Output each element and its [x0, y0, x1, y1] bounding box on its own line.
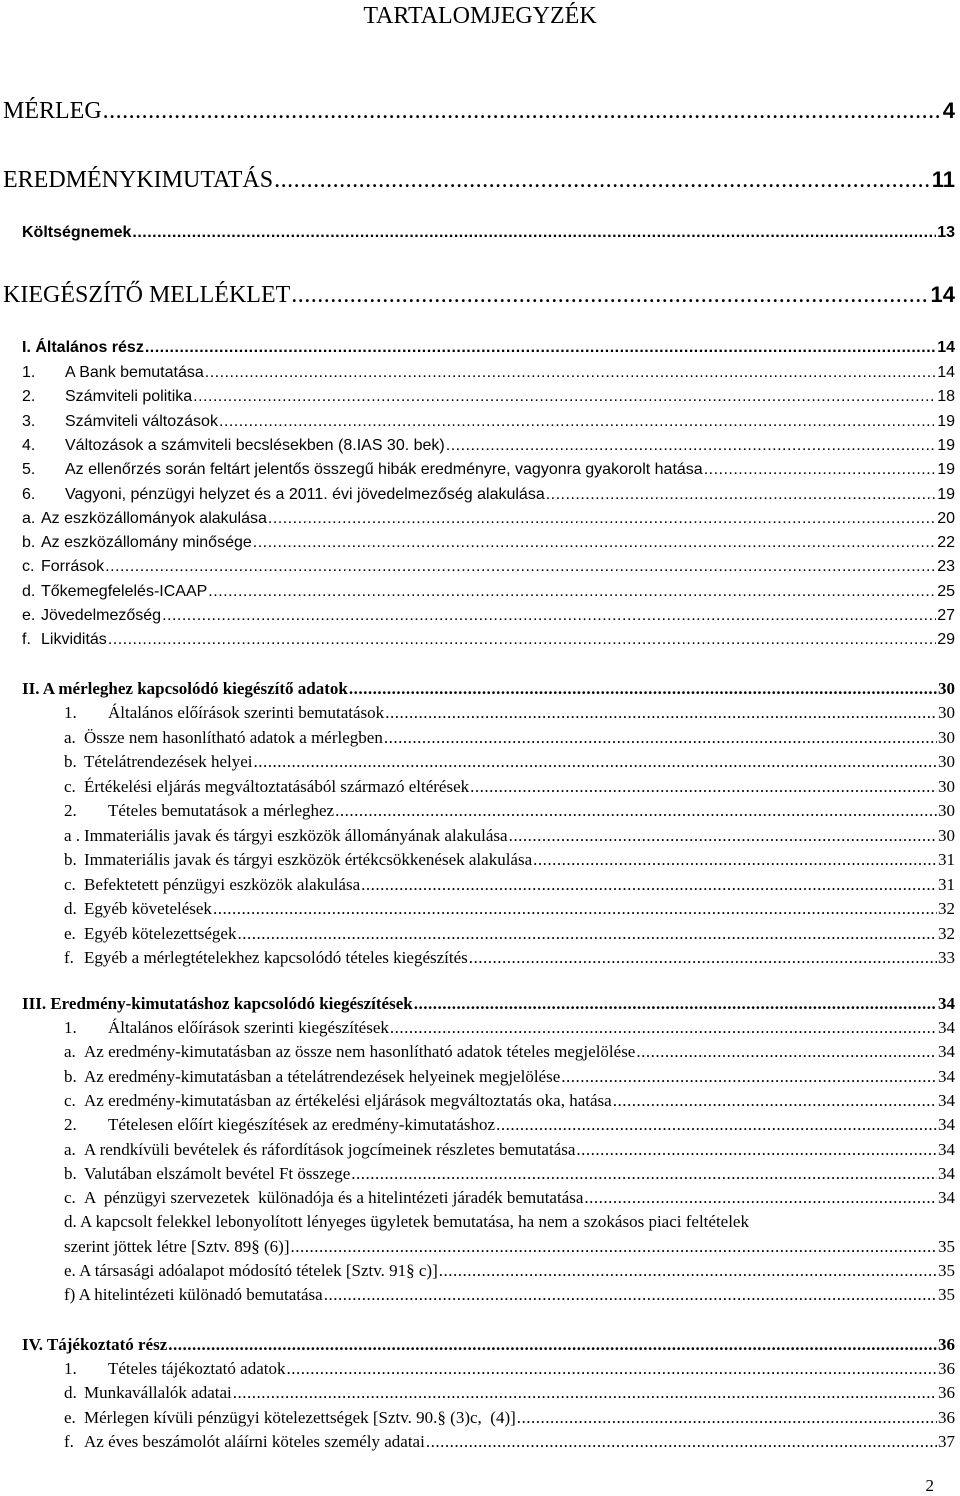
- dot-leader: [517, 1407, 937, 1428]
- dot-leader: [385, 702, 937, 723]
- dot-leader: [584, 1187, 937, 1208]
- toc-label: szerint jöttek létre [Sztv. 89§ (6)]: [64, 1237, 290, 1256]
- toc-entry-d-line2[interactable]: [64, 1236, 955, 1257]
- toc-page-number: 36: [938, 1359, 955, 1378]
- toc-entry-number: b.: [22, 534, 36, 552]
- toc-label: Általános előírások szerinti bemutatások: [108, 703, 385, 722]
- toc-label: EREDMÉNYKIMUTATÁS: [3, 167, 274, 193]
- toc-page-number: 31: [938, 874, 955, 894]
- toc-label: Változások a számviteli becslésekben (8.IAS 30. bek): [65, 436, 445, 454]
- toc-page-number: 34: [938, 1188, 955, 1208]
- dot-leader: [268, 509, 936, 529]
- toc-label: Az ellenőrzés során feltárt jelentős összegű hibák eredményre, vagyonra gyakorolt hatása: [65, 461, 703, 479]
- toc-page-number: 19: [937, 485, 955, 503]
- toc-label: Az eredmény-kimutatásban az össze nem hasonlítható adatok tételes megjelölése: [84, 1042, 636, 1062]
- toc-page-number: 30: [938, 752, 955, 771]
- toc-label: f) A hitelintézeti különadó bemutatása: [64, 1285, 323, 1304]
- toc-entry[interactable]: [64, 1163, 955, 1184]
- toc-entry[interactable]: [64, 727, 955, 748]
- toc-entry-number: f.: [64, 948, 74, 967]
- toc-entry-number: 5.: [22, 461, 36, 479]
- toc-entry-eredmenykimutatas[interactable]: [3, 166, 955, 194]
- toc-page-number: 34: [938, 1139, 955, 1159]
- dot-leader: [613, 1090, 937, 1111]
- toc-entry[interactable]: [64, 825, 955, 846]
- toc-label: MÉRLEG: [3, 98, 102, 124]
- toc-label: IV. Tájékoztató rész: [22, 1335, 168, 1354]
- toc-page-number: 31: [938, 850, 955, 869]
- toc-page-number: 14: [937, 364, 955, 381]
- dot-leader: [291, 1236, 938, 1257]
- toc-page-number: 20: [937, 509, 955, 527]
- toc-label: Valutában elszámolt bevétel Ft összege: [84, 1163, 351, 1183]
- toc-entry-number: e.: [22, 607, 36, 624]
- toc-entry-f-kulonado[interactable]: [64, 1284, 955, 1305]
- toc-entry-number: d.: [64, 1383, 77, 1403]
- toc-label: Értékelési eljárás megváltoztatásából származó eltérések: [84, 776, 470, 796]
- toc-label: Vagyoni, pénzügyi helyzet és a 2011. évi jövedelmezőség alakulása: [65, 485, 545, 503]
- dot-leader: [469, 947, 937, 968]
- toc-entry-number: a.: [64, 1042, 76, 1062]
- toc-entry[interactable]: [22, 557, 955, 577]
- toc-entry[interactable]: [64, 1066, 955, 1087]
- toc-label: III. Eredmény-kimutatáshoz kapcsolódó kiegészítések: [22, 994, 413, 1013]
- toc-entry[interactable]: [64, 1187, 955, 1208]
- dot-leader: [253, 533, 936, 553]
- toc-entry[interactable]: [22, 387, 955, 407]
- toc-page-number: 30: [938, 776, 955, 796]
- toc-label: I. Általános rész: [22, 339, 144, 356]
- dot-leader: [509, 825, 937, 846]
- toc-label: Mérlegen kívüli pénzügyi kötelezettségek [Sztv. 90.§ (3)c, (4)]: [84, 1407, 516, 1427]
- toc-entry-number: c.: [64, 776, 76, 796]
- toc-entry-number: c.: [64, 874, 76, 894]
- dot-leader: [193, 387, 936, 407]
- dot-leader: [446, 436, 936, 456]
- toc-entry-number: 1.: [22, 364, 36, 381]
- toc-page-number: 19: [937, 412, 955, 430]
- toc-page-number: 34: [938, 1018, 955, 1037]
- toc-label: II. A mérleghez kapcsolódó kiegészítő adatok: [22, 679, 348, 698]
- toc-entry[interactable]: [64, 751, 955, 772]
- toc-entry[interactable]: [22, 460, 955, 480]
- toc-entry-number: 1.: [64, 703, 77, 722]
- toc-label: Tételes bemutatások a mérleghez: [108, 801, 335, 820]
- dot-leader: [414, 993, 937, 1014]
- dot-leader: [704, 460, 937, 480]
- toc-entry-number: a.: [64, 1139, 76, 1159]
- dot-leader: [105, 557, 936, 577]
- toc-entry-number: e.: [64, 1407, 76, 1427]
- toc-entry-number: 1.: [64, 1359, 77, 1378]
- toc-page-number: 36: [938, 1335, 955, 1354]
- toc-entry[interactable]: [64, 1090, 955, 1111]
- toc-label: Tételesen előírt kiegészítések az eredmény-kimutatáshoz: [108, 1115, 496, 1135]
- dot-leader: [384, 727, 937, 748]
- toc-entry[interactable]: [22, 533, 955, 553]
- toc-label: A rendkívüli bevételek és ráfordítások jogcímeinek részletes bemutatása: [84, 1139, 576, 1159]
- toc-page-number: 34: [938, 994, 955, 1013]
- dot-leader: [286, 1358, 937, 1379]
- dot-leader: [361, 874, 937, 895]
- toc-entry-number: 2.: [64, 1115, 77, 1135]
- toc-entry-number: b.: [64, 752, 77, 771]
- dot-leader: [636, 1041, 937, 1062]
- toc-page-number: 36: [938, 1383, 955, 1403]
- dot-leader: [233, 1382, 937, 1403]
- toc-label: Általános előírások szerinti kiegészítések: [108, 1018, 389, 1037]
- toc-label: Az eredmény-kimutatásban az értékelési eljárások megváltoztatás oka, hatása: [84, 1090, 612, 1110]
- toc-page-number: 34: [938, 1090, 955, 1110]
- toc-entry-e-tarsasagi[interactable]: [64, 1260, 955, 1281]
- toc-label: Számviteli politika: [65, 388, 193, 406]
- toc-entry[interactable]: [22, 412, 955, 432]
- toc-entry[interactable]: [64, 1431, 955, 1452]
- toc-entry-d-line1[interactable]: [64, 1211, 955, 1232]
- toc-page-number: 4: [942, 98, 955, 123]
- toc-entry-number: c.: [64, 1188, 76, 1208]
- toc-label: Tételes tájékoztató adatok: [108, 1359, 286, 1378]
- toc-page-number: 14: [937, 339, 955, 356]
- toc-page-number: 37: [938, 1431, 955, 1451]
- toc-page-number: 34: [938, 1066, 955, 1086]
- toc-label: Költségnemek: [22, 224, 132, 241]
- dot-leader: [470, 776, 937, 797]
- toc-page-number: 36: [938, 1407, 955, 1427]
- toc-entry[interactable]: [22, 606, 955, 626]
- toc-entry-number: f.: [64, 1431, 74, 1451]
- toc-page-number: 25: [937, 582, 955, 600]
- dot-leader: [274, 166, 931, 194]
- toc-section-iv-heading[interactable]: [22, 1334, 955, 1355]
- toc-page-number: 32: [938, 923, 955, 943]
- toc-entry-number: 6.: [22, 485, 36, 503]
- toc-entry-number: a .: [64, 825, 81, 845]
- dot-leader: [426, 1431, 937, 1452]
- toc-label: Az eredmény-kimutatásban a tételátrendezések helyeinek megjelölése: [84, 1066, 561, 1086]
- dot-leader: [208, 582, 936, 602]
- dot-leader: [335, 800, 937, 821]
- toc-label: Számviteli változások: [65, 412, 218, 430]
- toc-section-i-heading[interactable]: [22, 338, 955, 358]
- toc-page-number: 34: [938, 1163, 955, 1183]
- toc-entry[interactable]: [64, 1114, 955, 1135]
- toc-label: A Bank bemutatása: [65, 364, 204, 381]
- dot-leader: [561, 1066, 937, 1087]
- toc-page-number: 14: [930, 282, 955, 307]
- toc-page-number: 30: [938, 727, 955, 747]
- toc-entry[interactable]: [64, 1139, 955, 1160]
- dot-leader: [351, 1163, 937, 1184]
- toc-entry-number: 4.: [22, 436, 36, 454]
- dot-leader: [349, 678, 937, 699]
- toc-entry-number: d.: [22, 582, 36, 600]
- toc-entry-number: b.: [64, 850, 77, 869]
- toc-entry[interactable]: [64, 800, 955, 821]
- toc-entry-number: b.: [64, 1163, 77, 1183]
- toc-label: Az éves beszámolót aláírni köteles személy adatai: [84, 1431, 425, 1451]
- toc-label: Befektetett pénzügyi eszközök alakulása: [84, 874, 361, 894]
- dot-leader: [390, 1017, 937, 1038]
- page-title: TARTALOMJEGYZÉK: [363, 3, 597, 29]
- toc-entry-number: c.: [64, 1090, 76, 1110]
- toc-page-number: 13: [937, 224, 955, 241]
- toc-entry-number: 2.: [64, 801, 77, 820]
- dot-leader: [168, 1334, 937, 1355]
- toc-entry[interactable]: [64, 923, 955, 944]
- toc-label: Tőkemegfelelés-ICAAP: [41, 582, 208, 600]
- dot-leader: [576, 1139, 937, 1160]
- toc-label: Források: [41, 558, 105, 576]
- toc-entry-number: d.: [64, 899, 77, 918]
- toc-entry[interactable]: [64, 1041, 955, 1062]
- toc-page-number: 35: [938, 1285, 955, 1304]
- toc-label: Immateriális javak és tárgyi eszközök állományának alakulása: [84, 825, 508, 845]
- toc-label: Likviditás: [41, 631, 107, 649]
- toc-label: d. A kapcsolt felekkel lebonyolított lényeges ügyletek bemutatása, ha nem a szokásos piaci feltételek: [64, 1212, 749, 1231]
- toc-entry-number: c.: [22, 558, 35, 576]
- toc-entry-number: a.: [22, 509, 36, 527]
- toc-page-number: 19: [937, 436, 955, 454]
- toc-label: Az eszközállomány minősége: [41, 534, 252, 552]
- toc-entry[interactable]: [22, 630, 955, 650]
- toc-label: Egyéb kötelezettségek: [84, 923, 237, 943]
- dot-leader: [439, 1260, 937, 1281]
- toc-entry[interactable]: [64, 1382, 955, 1403]
- toc-entry[interactable]: [64, 702, 955, 723]
- toc-page-number: 19: [937, 461, 955, 479]
- toc-entry-kiegeszito-melleklet[interactable]: [3, 281, 955, 309]
- toc-entry-number: 1.: [64, 1018, 77, 1037]
- dot-leader: [145, 338, 936, 358]
- dot-leader: [219, 412, 936, 432]
- toc-entry-number: a.: [64, 727, 76, 747]
- toc-entry-merleg[interactable]: [3, 97, 955, 125]
- toc-page-number: 35: [938, 1261, 955, 1280]
- toc-entry-number: 3.: [22, 412, 36, 430]
- toc-label: Immateriális javak és tárgyi eszközök értékcsökkenések alakulása: [84, 850, 533, 869]
- toc-entry-number: b.: [64, 1066, 77, 1086]
- toc-page-number: 30: [938, 801, 955, 820]
- toc-label: Egyéb követelések: [84, 899, 212, 918]
- toc-label: A pénzügyi szervezetek különadója és a hitelintézeti járadék bemutatása: [84, 1188, 584, 1208]
- toc-entry[interactable]: [64, 1017, 955, 1038]
- toc-section-ii-heading[interactable]: [22, 678, 955, 699]
- toc-page-number: 33: [938, 948, 955, 967]
- toc-entry-number: f.: [22, 631, 31, 649]
- toc-entry[interactable]: [64, 947, 955, 968]
- toc-label: Munkavállalók adatai: [84, 1383, 232, 1403]
- dot-leader: [496, 1114, 937, 1135]
- toc-page-number: 30: [938, 679, 955, 698]
- toc-entry[interactable]: [22, 436, 955, 456]
- toc-entry[interactable]: [22, 509, 955, 529]
- toc-entry[interactable]: [64, 1358, 955, 1379]
- toc-page-number: 35: [938, 1237, 955, 1256]
- dot-leader: [162, 606, 936, 626]
- toc-label: Az eszközállományok alakulása: [41, 509, 267, 527]
- dot-leader: [253, 751, 937, 772]
- dot-leader: [103, 97, 942, 125]
- dot-leader: [132, 223, 936, 243]
- page-number: 2: [925, 1476, 934, 1495]
- toc-label: e. A társasági adóalapot módosító tételek [Sztv. 91§ c)]: [64, 1261, 438, 1280]
- toc-entry[interactable]: [64, 849, 955, 870]
- toc-entry[interactable]: [22, 485, 955, 505]
- toc-label: KIEGÉSZÍTŐ MELLÉKLET: [3, 282, 291, 308]
- toc-entry[interactable]: [64, 1407, 955, 1428]
- toc-page-number: 11: [931, 167, 955, 192]
- toc-entry[interactable]: [22, 363, 955, 383]
- toc-page-number: 34: [938, 1115, 955, 1135]
- dot-leader: [533, 849, 937, 870]
- toc-entry-number: 2.: [22, 388, 36, 406]
- toc-label: Össze nem hasonlítható adatok a mérlegben: [84, 727, 383, 747]
- dot-leader: [237, 923, 937, 944]
- toc-entry[interactable]: [64, 898, 955, 919]
- toc-entry[interactable]: [64, 776, 955, 797]
- toc-label: Egyéb a mérlegtételekhez kapcsolódó tételes kiegészítés: [84, 948, 468, 967]
- toc-page-number: 22: [937, 534, 955, 552]
- dot-leader: [324, 1284, 937, 1305]
- toc-page-number: 30: [938, 825, 955, 845]
- toc-label: Jövedelmezőség: [41, 607, 162, 624]
- toc-label: Tételátrendezések helyei: [84, 752, 253, 771]
- dot-leader: [291, 281, 929, 309]
- toc-page-number: 30: [938, 703, 955, 722]
- toc-page-number: 32: [938, 899, 955, 918]
- toc-entry[interactable]: [22, 582, 955, 602]
- dot-leader: [546, 485, 936, 505]
- toc-entry[interactable]: [64, 874, 955, 895]
- toc-entry-number: e.: [64, 923, 76, 943]
- toc-page-number: 29: [937, 631, 955, 649]
- toc-page-number: 27: [937, 607, 955, 624]
- toc-page-number: 23: [937, 558, 955, 576]
- toc-page-number: 18: [937, 388, 955, 406]
- toc-entry-koltsegnemek[interactable]: [22, 223, 955, 243]
- toc-section-iii-heading[interactable]: [22, 993, 955, 1014]
- dot-leader: [213, 898, 937, 919]
- dot-leader: [108, 630, 936, 650]
- toc-page-number: 34: [938, 1042, 955, 1062]
- dot-leader: [205, 363, 936, 383]
